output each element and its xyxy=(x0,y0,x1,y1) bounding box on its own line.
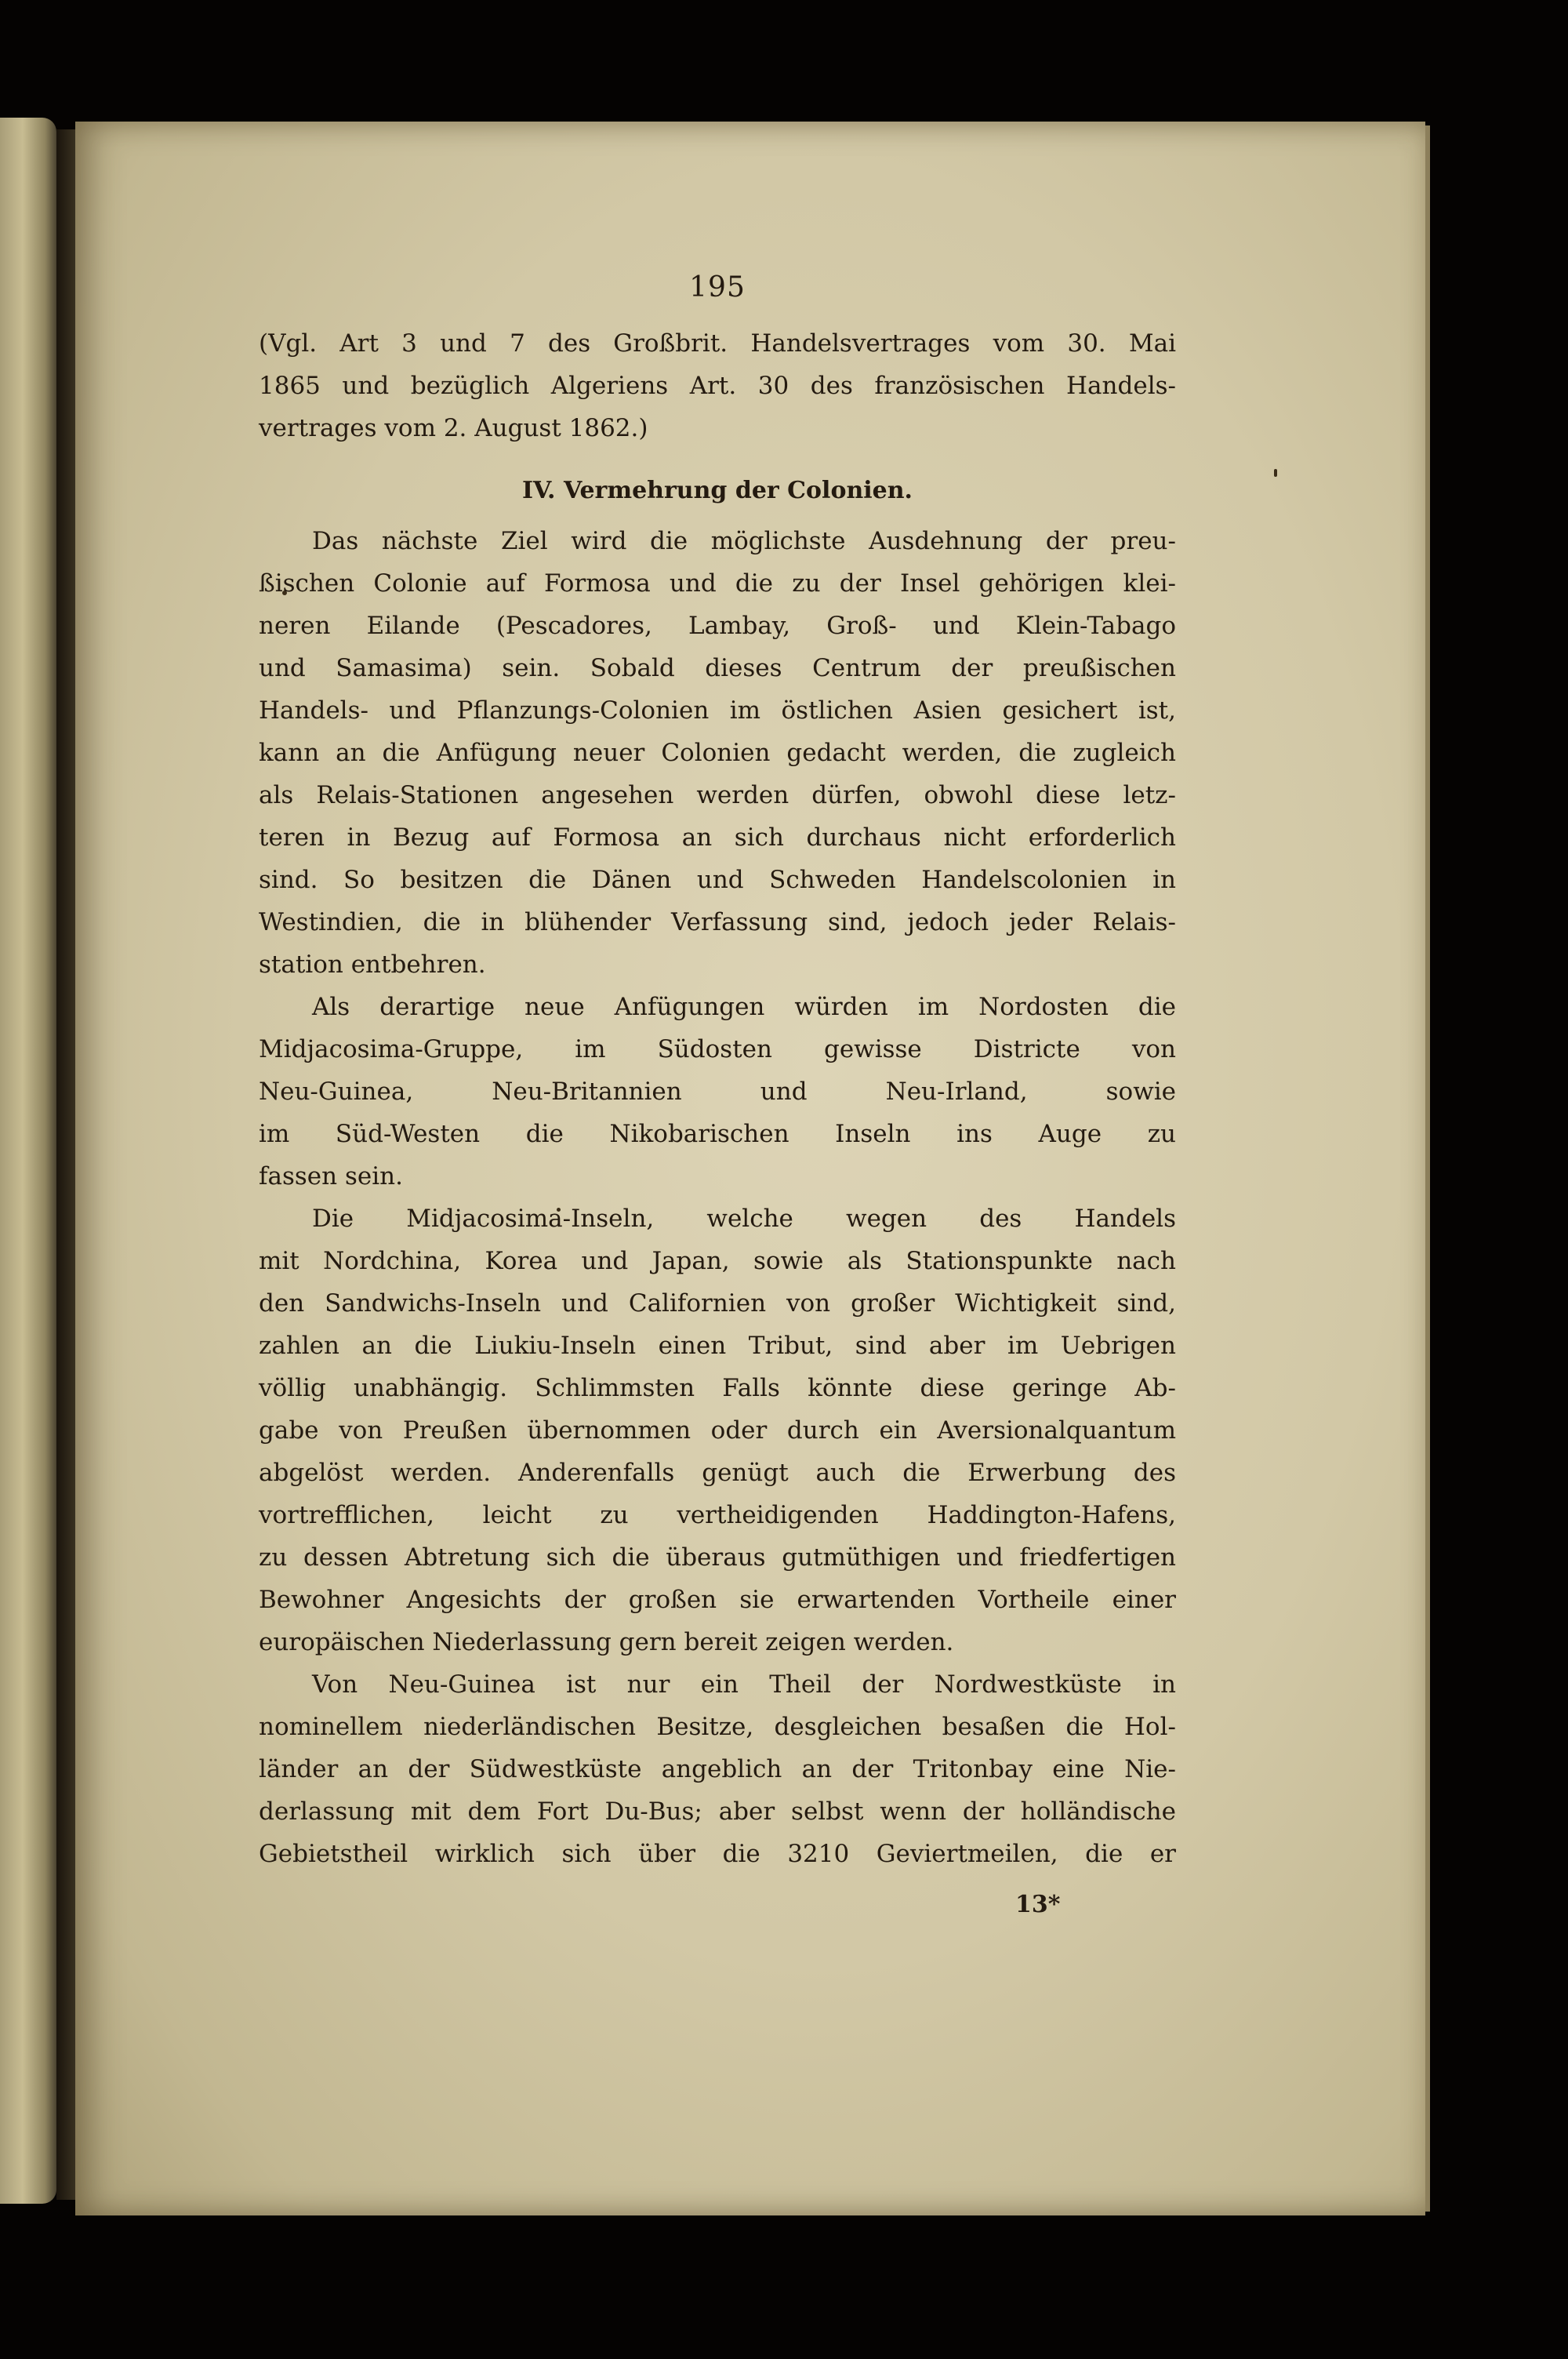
text-line: Bewohner Angesichts der großen sie erwartenden Vortheile einer xyxy=(259,1586,1176,1614)
page-number: 195 xyxy=(689,271,746,304)
text-line: europäischen Niederlassung gern bereit zeigen werden. xyxy=(259,1628,954,1656)
text-line: und Samasima) sein. Sobald dieses Centrum der preußischen xyxy=(259,654,1176,682)
text-line: sind. So besitzen die Dänen und Schweden Handelscolonien in xyxy=(259,866,1176,894)
paragraph xyxy=(259,1663,1176,1875)
section-heading: IV. Vermehrung der Colonien. xyxy=(521,477,913,504)
text-line: 1865 und bezüglich Algeriens Art. 30 des französischen Handels- xyxy=(259,372,1176,400)
text-line: mit Nordchina, Korea und Japan, sowie als Stationspunkte nach xyxy=(259,1247,1176,1275)
text-line: Als derartige neue Anfügungen würden im Nordosten die xyxy=(312,993,1176,1021)
paragraph xyxy=(259,520,1176,986)
text-line: Von Neu-Guinea ist nur ein Theil der Nordwestküste in xyxy=(312,1670,1176,1699)
text-line: (Vgl. Art 3 und 7 des Großbrit. Handelsvertrages vom 30. Mai xyxy=(259,329,1176,358)
text-line: Neu-Guinea, Neu-Britannien und Neu-Irland, sowie xyxy=(259,1078,1176,1106)
text-line: Midjacosima-Gruppe, im Südosten gewisse Districte von xyxy=(259,1035,1176,1063)
text-line: zahlen an die Liukiu-Inseln einen Tribut, sind aber im Uebrigen xyxy=(259,1332,1176,1360)
paragraph xyxy=(259,1198,1176,1663)
previous-page-edge xyxy=(0,118,56,2204)
text-line: fassen sein. xyxy=(259,1162,403,1190)
page-edge xyxy=(1425,125,1430,2212)
paragraph xyxy=(259,986,1176,1198)
text-line: Westindien, die in blühender Verfassung sind, jedoch jeder Relais- xyxy=(259,908,1176,936)
text-line: völlig unabhängig. Schlimmsten Falls könnte diese geringe Ab- xyxy=(259,1374,1176,1402)
text-line: ßischen Colonie auf Formosa und die zu der Insel gehörigen klei- xyxy=(259,569,1176,598)
text-line: gabe von Preußen übernommen oder durch ein Aversionalquantum xyxy=(259,1416,1176,1445)
text-line: länder an der Südwestküste angeblich an der Tritonbay eine Nie- xyxy=(259,1755,1176,1783)
text-line: Gebietstheil wirklich sich über die 3210 Geviertmeilen, die er xyxy=(259,1840,1176,1868)
page-content xyxy=(259,271,1176,1875)
text-line: Die Midjacosima-Inseln, welche wegen des Handels xyxy=(312,1205,1176,1233)
ink-speck xyxy=(1274,469,1277,477)
text-line: Das nächste Ziel wird die möglichste Ausdehnung der preu- xyxy=(312,527,1176,555)
sheet-signature: 13* xyxy=(1015,1891,1061,1918)
text-line: zu dessen Abtretung sich die überaus gutmüthigen und friedfertigen xyxy=(259,1543,1176,1572)
text-line: nominellem niederländischen Besitze, desgleichen besaßen die Hol- xyxy=(259,1713,1176,1741)
text-line: teren in Bezug auf Formosa an sich durchaus nicht erforderlich xyxy=(259,823,1176,852)
text-line: kann an die Anfügung neuer Colonien gedacht werden, die zugleich xyxy=(259,739,1176,767)
text-line: Handels- und Pflanzungs-Colonien im östlichen Asien gesichert ist, xyxy=(259,696,1176,725)
gutter-shadow xyxy=(56,129,77,2200)
text-line: station entbehren. xyxy=(259,951,486,979)
text-line: abgelöst werden. Anderenfalls genügt auch die Erwerbung des xyxy=(259,1459,1176,1487)
text-line: derlassung mit dem Fort Du-Bus; aber selbst wenn der holländische xyxy=(259,1797,1176,1826)
paragraph-citation xyxy=(259,322,1176,449)
text-line: neren Eilande (Pescadores, Lambay, Groß- und Klein-Tabago xyxy=(259,612,1176,640)
text-line: als Relais-Stationen angesehen werden dürfen, obwohl diese letz- xyxy=(259,781,1176,809)
text-line: den Sandwichs-Inseln und Californien von großer Wichtigkeit sind, xyxy=(259,1289,1176,1318)
text-line: vertrages vom 2. August 1862.) xyxy=(259,414,648,442)
text-line: vortrefflichen, leicht zu vertheidigenden Haddington-Hafens, xyxy=(259,1501,1176,1529)
text-line: im Süd-Westen die Nikobarischen Inseln ins Auge zu xyxy=(259,1120,1176,1148)
